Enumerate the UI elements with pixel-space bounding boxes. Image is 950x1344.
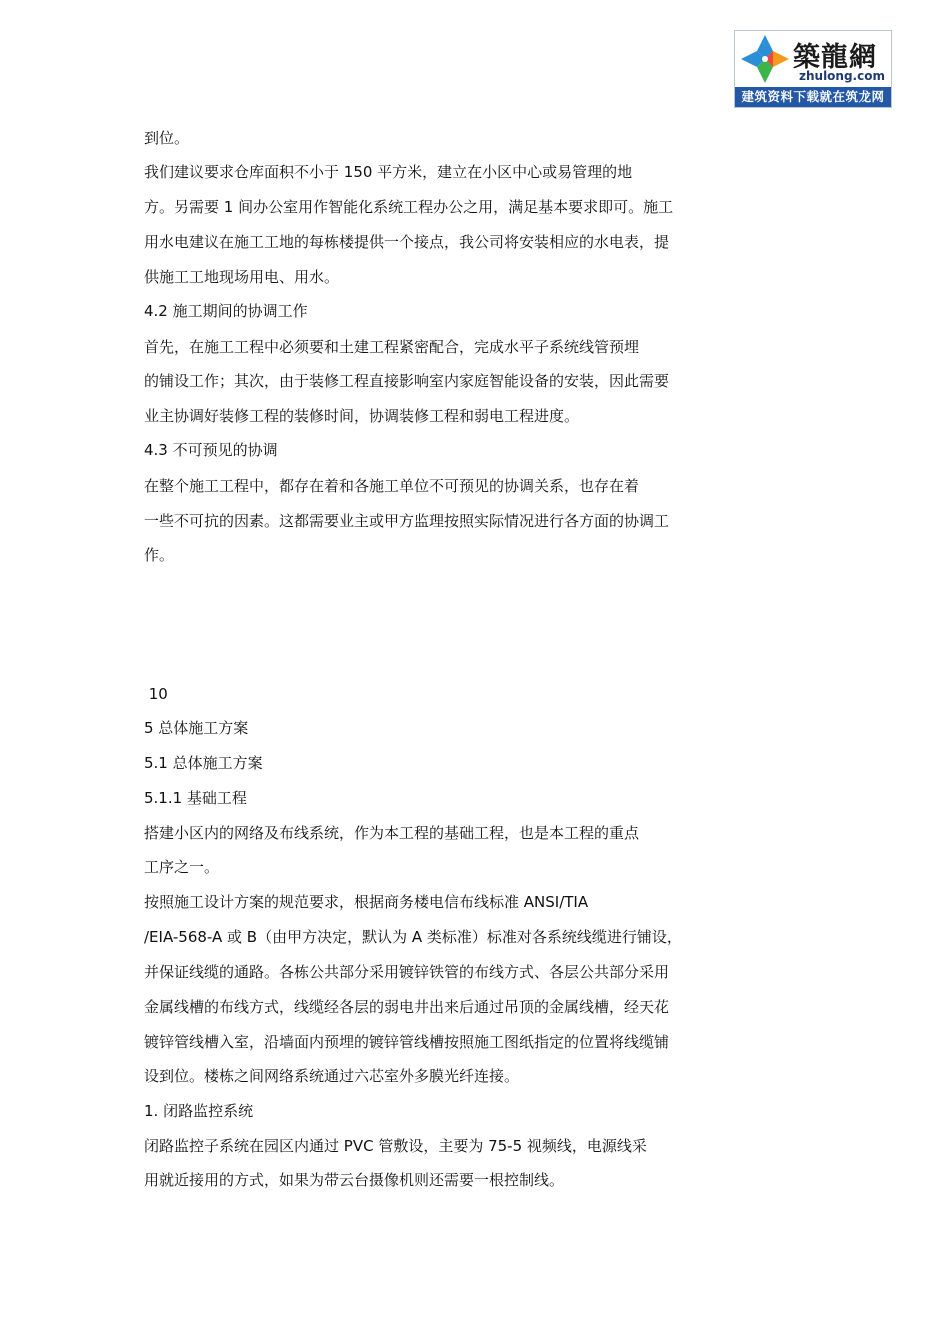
text-line: 镀锌管线槽入室，沿墙面内预埋的镀锌管线槽按照施工图纸指定的位置将线缆铺 xyxy=(144,1033,670,1051)
logo-brand-chinese: 築龍網 xyxy=(793,42,877,73)
text-line: 的铺设工作；其次，由于装修工程直接影响室内家庭智能设备的安装，因此需要 xyxy=(144,372,670,390)
text-line: 方。另需要 1 间办公室用作智能化系统工程办公之用，满足基本要求即可。施工 xyxy=(144,198,674,216)
text-line: /EIA-568-A 或 B（由甲方决定，默认为 A 类标准）标准对各系统线缆进行铺设， xyxy=(144,928,682,946)
logo-brand-url: zhulong.com xyxy=(799,69,885,83)
text-line: 金属线槽的布线方式，线缆经各层的弱电井出来后通过吊顶的金属线槽，经天花 xyxy=(144,998,670,1016)
text-line: 我们建议要求仓库面积不小于 150 平方米，建立在小区中心或易管理的地 xyxy=(144,163,633,181)
section-heading: 4.2 施工期间的协调工作 xyxy=(144,302,308,320)
section-heading: 4.3 不可预见的协调 xyxy=(144,441,278,459)
text-line: 作。 xyxy=(144,546,175,564)
section-heading: 5 总体施工方案 xyxy=(144,719,249,737)
text-line: 用水电建议在施工工地的每栋楼提供一个接点，我公司将安装相应的水电表，提 xyxy=(144,233,670,251)
logo-slogan: 建筑资料下载就在筑龙网 xyxy=(735,87,891,107)
text-line: 供施工工地现场用电、用水。 xyxy=(144,268,340,286)
page-number: 10 xyxy=(144,685,168,703)
text-line: 在整个施工工程中，都存在着和各施工单位不可预见的协调关系，也存在着 xyxy=(144,477,640,495)
zhulong-pinwheel-icon xyxy=(739,33,791,85)
text-line: 用就近接用的方式，如果为带云台摄像机则还需要一根控制线。 xyxy=(144,1171,565,1189)
text-line: 设到位。楼栋之间网络系统通过六芯室外多膜光纤连接。 xyxy=(144,1067,520,1085)
section-heading: 5.1 总体施工方案 xyxy=(144,754,263,772)
text-line: 业主协调好装修工程的装修时间，协调装修工程和弱电工程进度。 xyxy=(144,407,580,425)
text-line: 并保证线缆的通路。各栋公共部分采用镀锌铁管的布线方式、各层公共部分采用 xyxy=(144,963,670,981)
zhulong-logo xyxy=(734,30,892,108)
text-line: 工序之一。 xyxy=(144,858,220,876)
section-heading: 1. 闭路监控系统 xyxy=(144,1102,254,1120)
text-line: 到位。 xyxy=(144,129,190,147)
text-line: 一些不可抗的因素。这都需要业主或甲方监理按照实际情况进行各方面的协调工 xyxy=(144,512,670,530)
text-line: 闭路监控子系统在园区内通过 PVC 管敷设，主要为 75-5 视频线，电源线采 xyxy=(144,1137,647,1155)
section-heading: 5.1.1 基础工程 xyxy=(144,789,247,807)
text-line: 首先，在施工工程中必须要和土建工程紧密配合，完成水平子系统线管预埋 xyxy=(144,338,640,356)
text-line: 按照施工设计方案的规范要求，根据商务楼电信布线标准 ANSI/TIA xyxy=(144,893,589,911)
text-line: 搭建小区内的网络及布线系统，作为本工程的基础工程，也是本工程的重点 xyxy=(144,824,640,842)
